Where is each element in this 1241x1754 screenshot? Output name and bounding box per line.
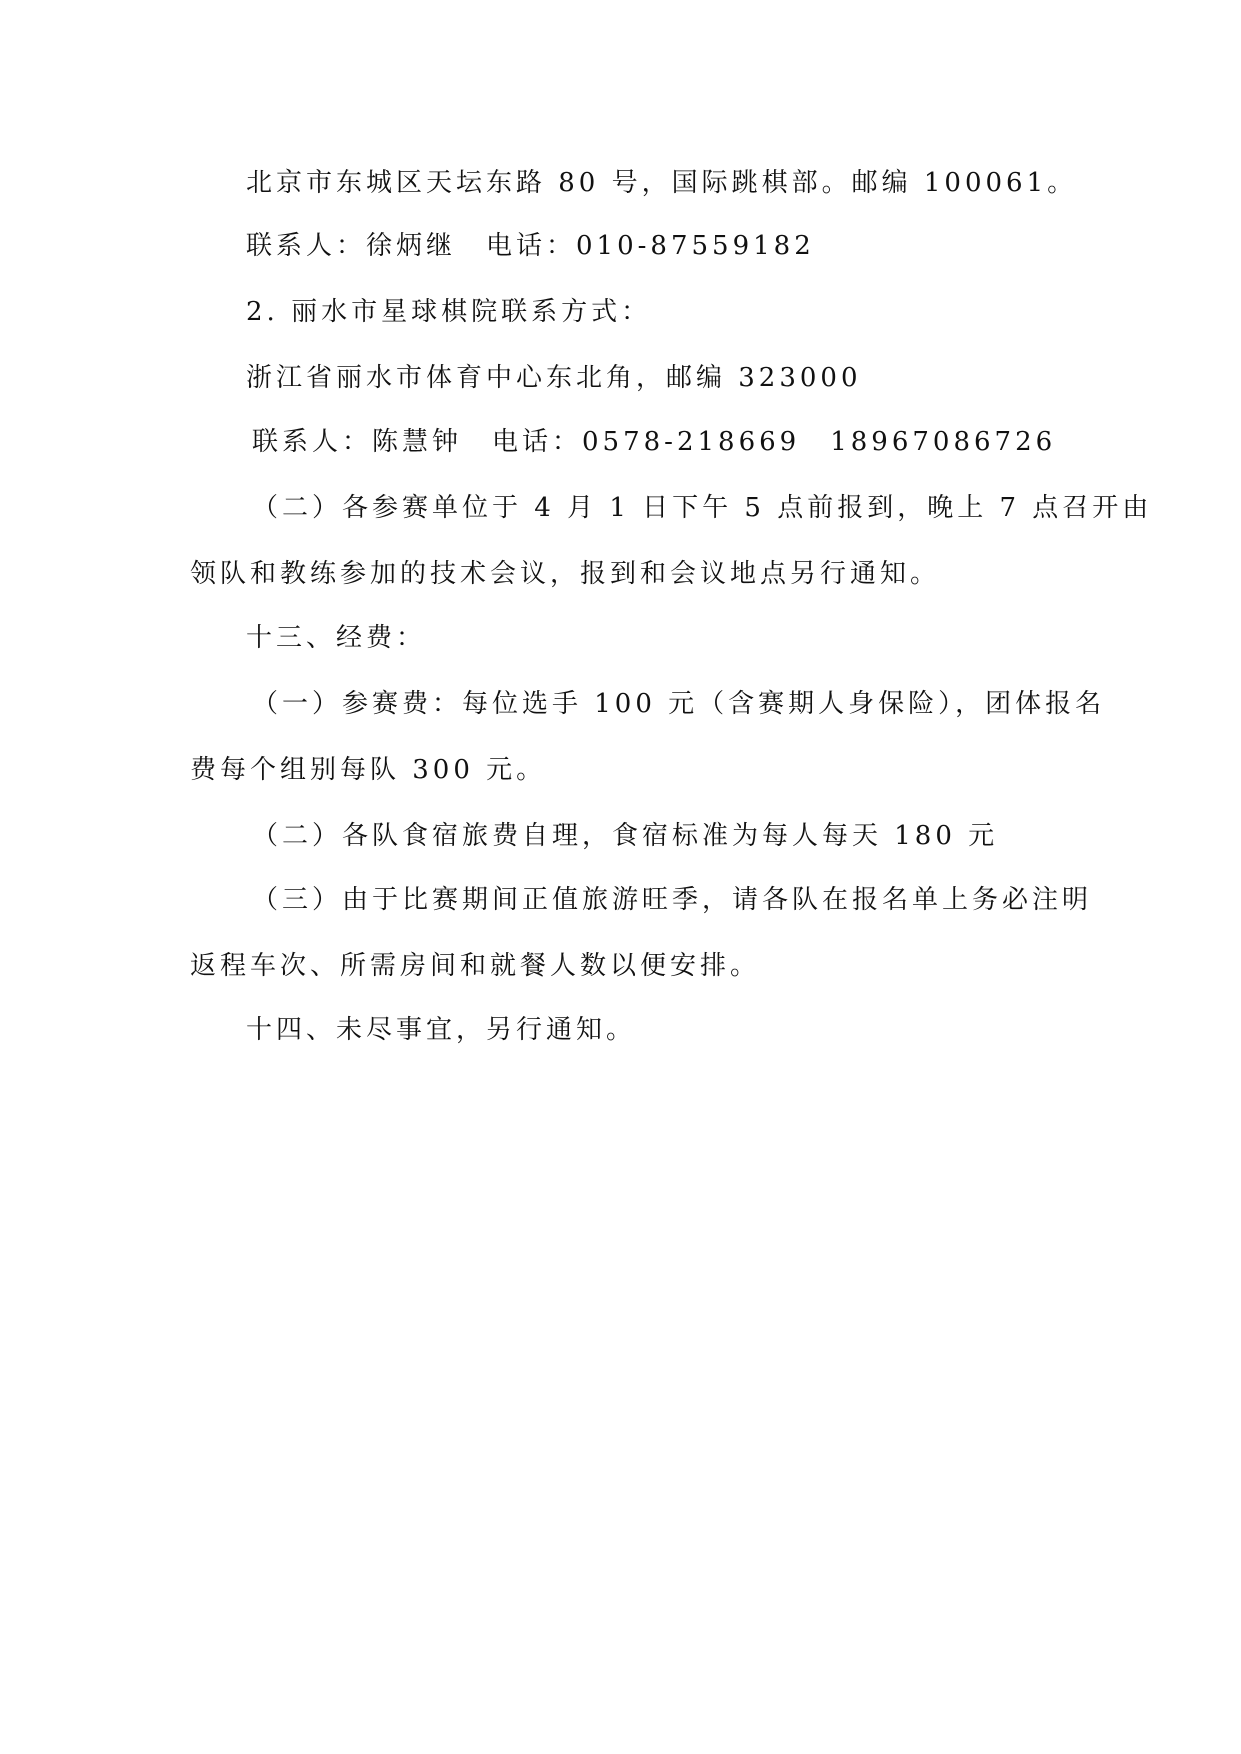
contact-beijing: 联系人：徐炳继 电话：010-87559182 (246, 231, 815, 261)
report-paragraph-line-2: 领队和教练参加的技术会议，报到和会议地点另行通知。 (190, 559, 941, 589)
fee-item-3-line-2: 返程车次、所需房间和就餐人数以便安排。 (190, 951, 761, 981)
fee-item-1-line-1: （一）参赛费：每位选手 100 元（含赛期人身保险），团体报名 (252, 689, 1106, 719)
fee-item-3-line-1: （三）由于比赛期间正值旅游旺季，请各队在报名单上务必注明 (252, 885, 1093, 915)
contact-lishui: 联系人：陈慧钟 电话：0578-218669 18967086726 (252, 427, 1057, 457)
fee-item-2: （二）各队食宿旅费自理，食宿标准为每人每天 180 元 (252, 821, 999, 851)
address-lishui: 浙江省丽水市体育中心东北角，邮编 323000 (246, 363, 862, 393)
section-14: 十四、未尽事宜，另行通知。 (246, 1015, 637, 1045)
address-beijing: 北京市东城区天坛东路 80 号，国际跳棋部。邮编 100061。 (246, 168, 1078, 198)
fee-item-1-line-2: 费每个组别每队 300 元。 (190, 755, 547, 785)
section-13-title: 十三、经费： (246, 623, 427, 653)
report-paragraph-line-1: （二）各参赛单位于 4 月 1 日下午 5 点前报到，晚上 7 点召开由 (252, 493, 1153, 523)
lishui-contact-heading: 2. 丽水市星球棋院联系方式： (246, 297, 652, 327)
